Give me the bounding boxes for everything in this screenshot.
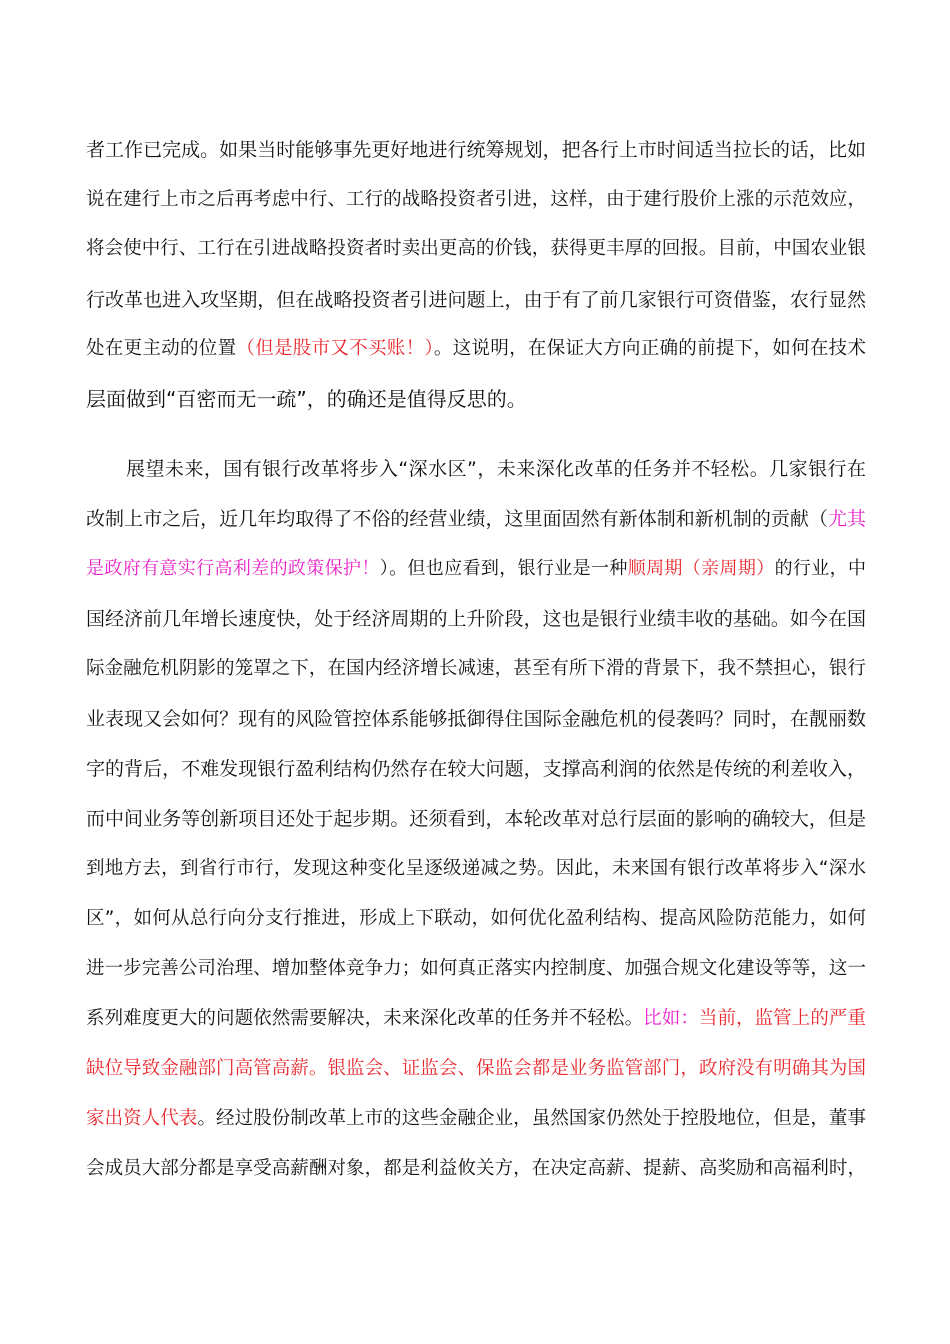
text-span: ）。但也应看到，银行业是一种	[379, 558, 628, 579]
text-span: 业表现又会如何？现有的风险管控体系能够抵御得住国际金融危机的侵袭吗？同时，在靓丽数	[86, 708, 866, 730]
text-line	[86, 184, 866, 216]
text-line	[86, 1103, 866, 1135]
text-span: 字的背后，不难发现银行盈利结构仍然存在较大问题，支撑高利润的依然是传统的利差收入，	[86, 758, 866, 780]
text-span: 而中间业务等创新项目还处于起步期。还须看到，本轮改革对总行层面的影响的确较大，但是	[86, 808, 866, 830]
magenta-annotation: 是政府有意实行高利差的政策保护！	[86, 558, 380, 579]
text-span: 际金融危机阴影的笼罩之下，在国内经济增长减速，甚至有所下滑的背景下，我不禁担心，银行	[86, 658, 866, 679]
text-span: 将会使中行、工行在引进战略投资者时卖出更高的价钱，获得更丰厚的回报。目前，中国农业银	[86, 238, 866, 259]
text-line	[86, 1053, 866, 1085]
red-annotation: 顺周期（亲周期）	[627, 558, 775, 579]
text-line	[86, 653, 866, 685]
text-span: 行改革也进入攻坚期，但在战略投资者引进问题上，由于有了前几家银行可资借鉴，农行显然	[86, 289, 866, 311]
red-annotation: 当前，监管上的严重	[698, 1008, 866, 1029]
text-line	[86, 853, 866, 885]
text-span: 会成员大部分都是享受高薪酬对象，都是利益攸关方，在决定高薪、提薪、高奖励和高福利时，	[86, 1158, 866, 1179]
red-annotation: （但是股市又不买账！）	[236, 338, 434, 359]
text-span: 区”，如何从总行向分支行推进，形成上下联动，如何优化盈利结构、提高风险防范能力，如何	[86, 908, 866, 929]
text-line	[126, 453, 866, 485]
text-line	[86, 703, 866, 735]
text-span: 改制上市之后，近几年均取得了不俗的经营业绩，这里面固然有新体制和新机制的贡献（	[86, 508, 828, 530]
magenta-annotation: 比如：	[643, 1008, 699, 1029]
text-span: 到地方去，到省行市行，发现这种变化呈逐级递减之势。因此，未来国有银行改革将步入“深水	[86, 858, 866, 879]
text-line	[86, 233, 866, 265]
text-line	[86, 503, 866, 535]
text-line	[86, 603, 866, 635]
text-line	[86, 553, 866, 585]
text-line	[86, 803, 866, 835]
text-line	[86, 1153, 866, 1185]
text-span: 处在更主动的位置	[86, 338, 237, 359]
text-span: 展望未来，国有银行改革将步入“深水区”，未来深化改革的任务并不轻松。几家银行在	[126, 458, 866, 480]
text-line	[86, 134, 866, 166]
text-span: 进一步完善公司治理、增加整体竞争力；如何真正落实内控制度、加强合规文化建设等等，这一	[86, 958, 866, 979]
text-span: 的行业，中	[774, 558, 866, 579]
text-span: 国经济前几年增长速度快，处于经济周期的上升阶段，这也是银行业绩丰收的基础。如今在国	[86, 608, 866, 630]
text-line	[86, 953, 866, 985]
text-line	[86, 753, 866, 785]
text-line	[86, 383, 866, 415]
text-line	[86, 903, 866, 935]
text-span: 层面做到“百密而无一疏”，的确还是值得反思的。	[86, 387, 527, 411]
text-line	[86, 1003, 866, 1035]
text-span: 。这说明，在保证大方向正确的前提下，如何在技术	[433, 338, 866, 359]
red-annotation: 家出资人代表	[86, 1108, 198, 1129]
text-span: 说在建行上市之后再考虑中行、工行的战略投资者引进，这样，由于建行股价上涨的示范效应，	[86, 189, 866, 210]
red-annotation: 缺位导致金融部门高管高薪。银监会、证监会、保监会都是业务监管部门，政府没有明确其为国	[86, 1058, 866, 1079]
magenta-annotation: 尤其	[827, 508, 866, 530]
text-line	[86, 284, 866, 316]
text-span: 者工作已完成。如果当时能够事先更好地进行统筹规划，把各行上市时间适当拉长的话，比如	[86, 139, 866, 161]
text-span: 。经过股份制改革上市的这些金融企业，虽然国家仍然处于控股地位，但是，董事	[197, 1108, 866, 1129]
text-line	[86, 333, 866, 365]
text-span: 系列难度更大的问题依然需要解决，未来深化改革的任务并不轻松。	[86, 1008, 644, 1029]
